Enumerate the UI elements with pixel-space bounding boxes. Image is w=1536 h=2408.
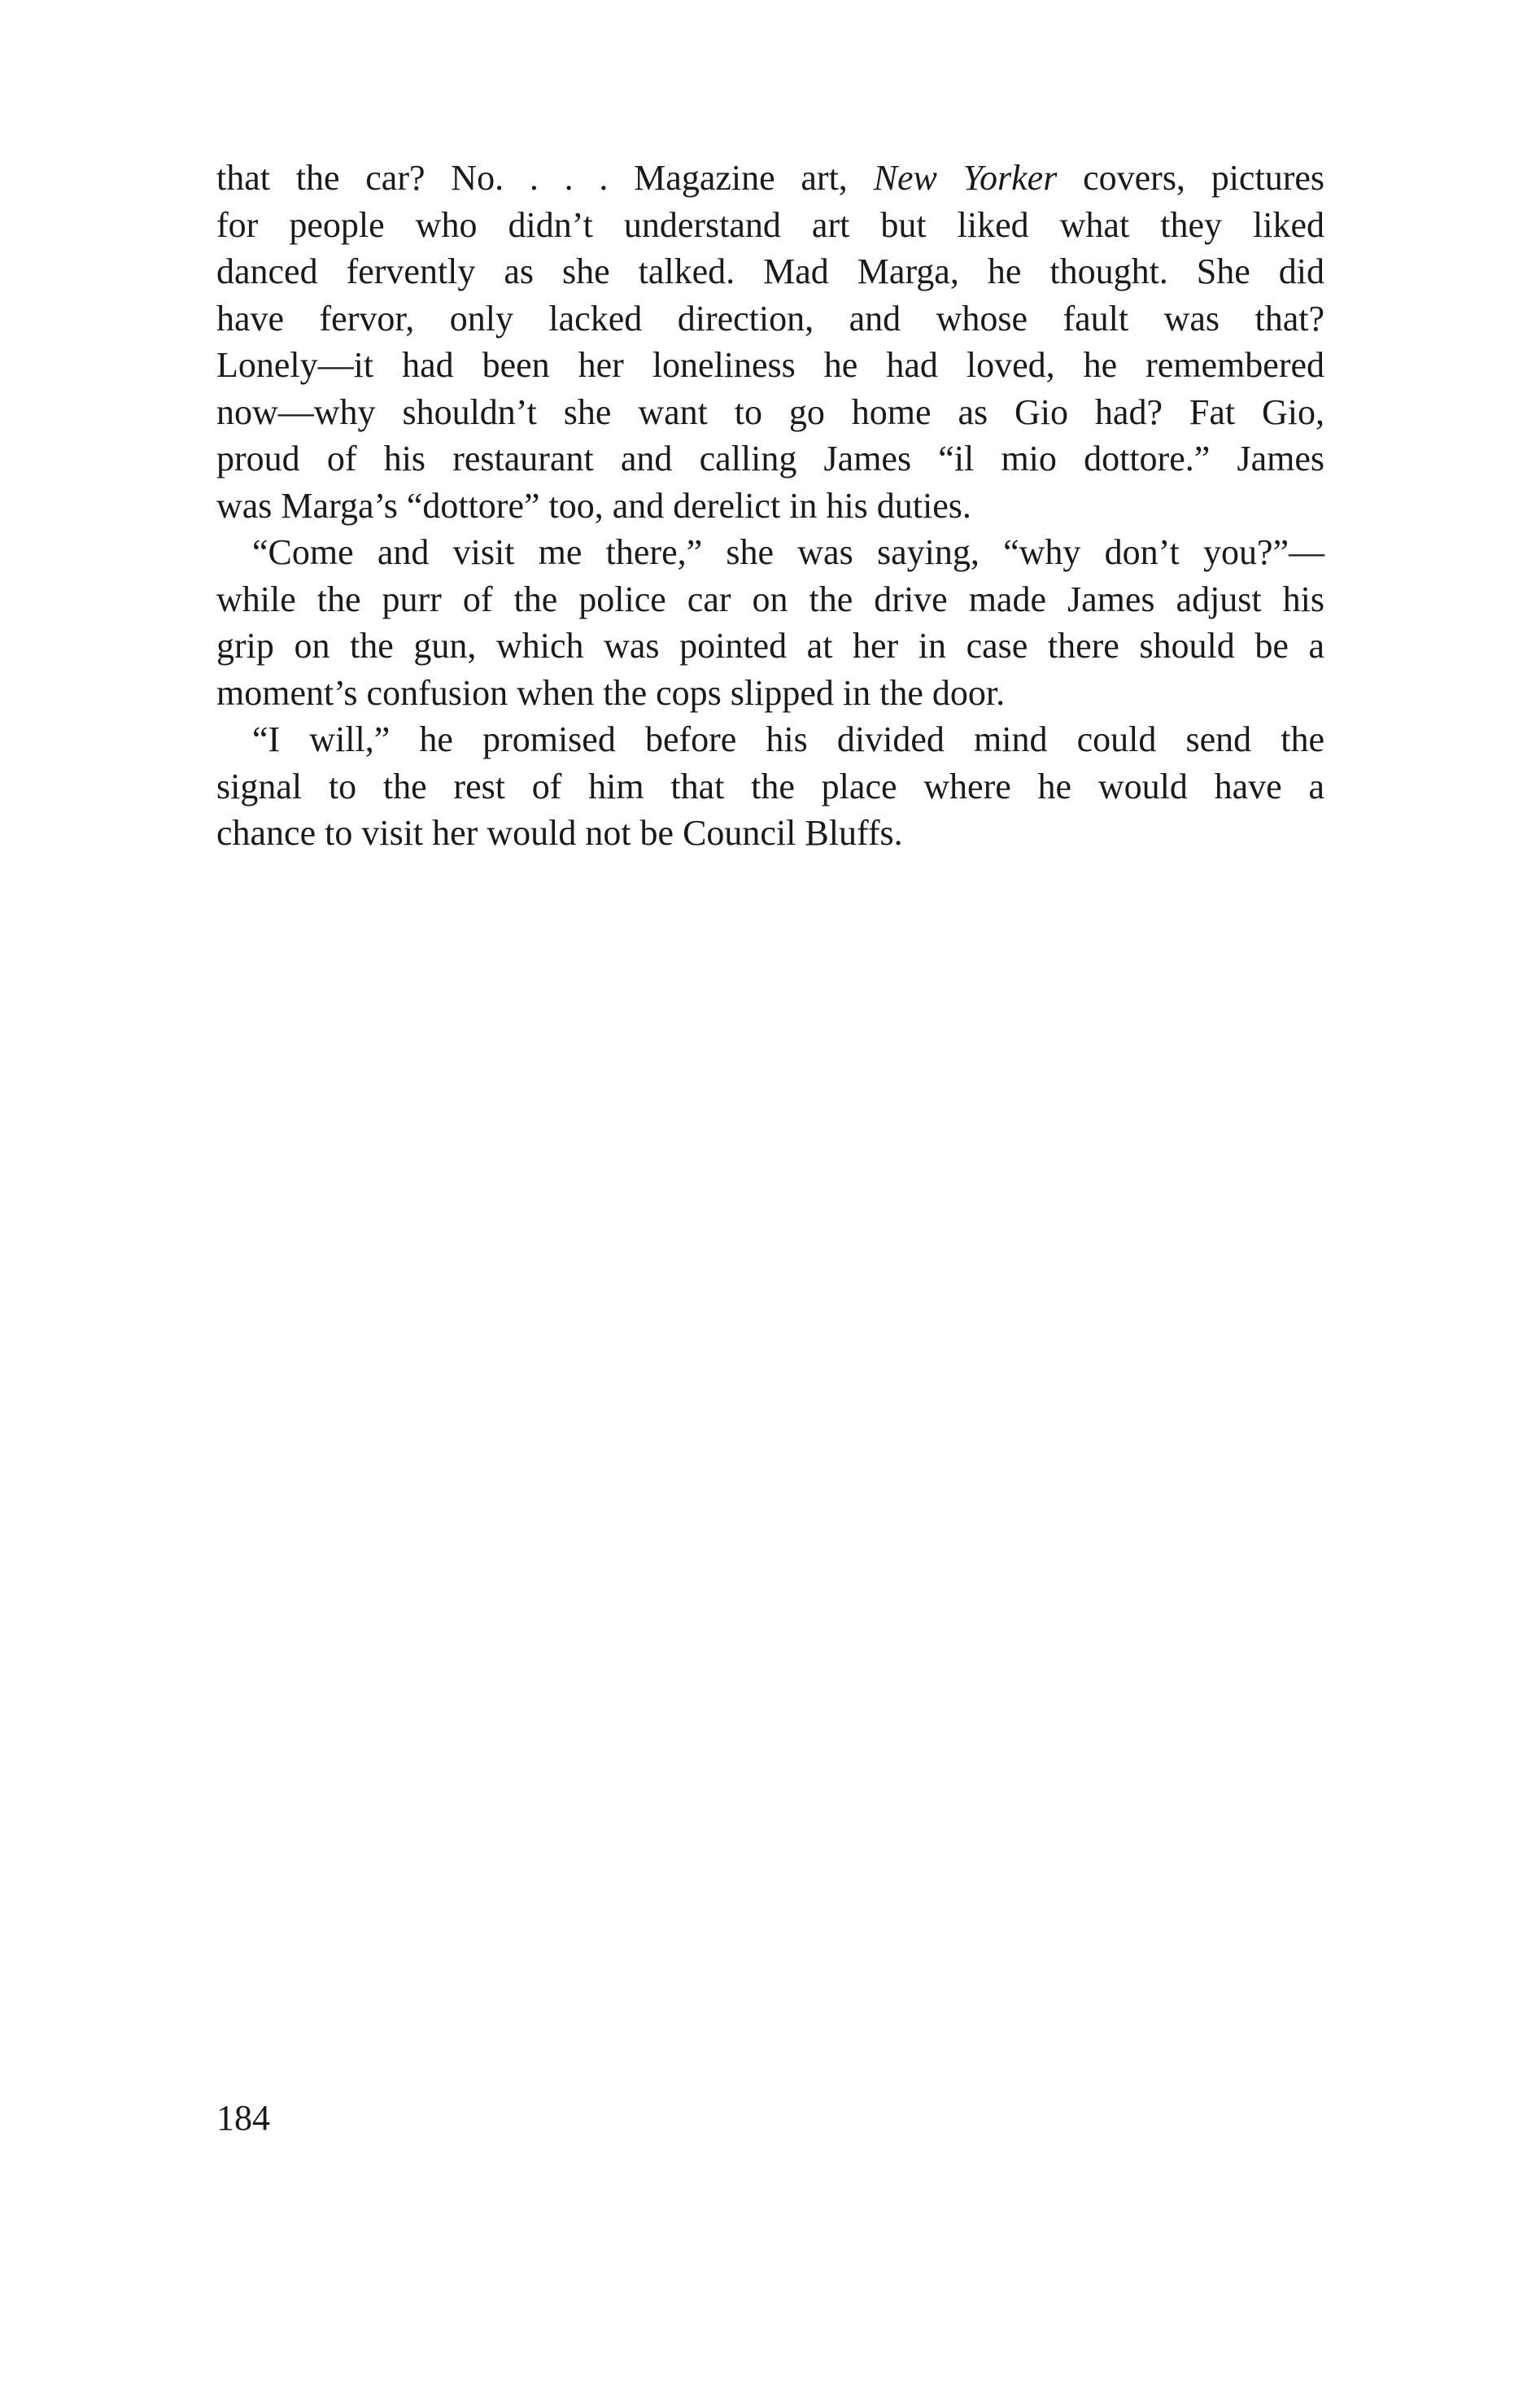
text-line <box>216 810 1324 857</box>
text-line <box>216 716 1324 763</box>
text-segment: now—why shouldn’t she want to go home as Gio had? Fat Gio, <box>216 391 1324 432</box>
text-segment: while the purr of the police car on the drive made James adjust his <box>216 579 1324 619</box>
text-segment: chance to visit her would not be Council Bluffs. <box>216 813 903 853</box>
body-text <box>216 155 1324 857</box>
text-line <box>216 623 1324 670</box>
text-segment: moment’s confusion when the cops slipped in the door. <box>216 672 1006 713</box>
text-line <box>216 248 1324 295</box>
text-line <box>216 763 1324 811</box>
text-line <box>216 529 1324 576</box>
text-segment: grip on the gun, which was pointed at her in case there should be a <box>216 626 1324 666</box>
text-line <box>216 342 1324 389</box>
text-line <box>216 155 1324 202</box>
text-segment: Lonely—it had been her loneliness he had loved, he remembered <box>216 345 1324 385</box>
text-segment: covers, pictures <box>1057 158 1324 198</box>
text-line <box>216 295 1324 343</box>
text-line <box>216 389 1324 436</box>
text-line <box>216 670 1324 717</box>
page-number: 184 <box>216 2098 270 2138</box>
paragraph <box>216 716 1324 857</box>
paragraph <box>216 529 1324 716</box>
text-line <box>216 202 1324 249</box>
text-segment: “I will,” he promised before his divided mind could send the <box>252 719 1324 759</box>
text-segment: have fervor, only lacked direction, and whose fault was that? <box>216 298 1324 339</box>
text-segment: signal to the rest of him that the place where he would have a <box>216 766 1324 806</box>
text-segment: “Come and visit me there,” she was saying, “why don’t you?”— <box>252 532 1324 572</box>
paragraph <box>216 155 1324 529</box>
text-segment: danced fervently as she talked. Mad Marga, he thought. She did <box>216 251 1324 291</box>
text-line <box>216 576 1324 623</box>
text-segment: proud of his restaurant and calling James “il mio dottore.” James <box>216 439 1324 479</box>
text-line <box>216 483 1324 530</box>
text-segment: for people who didn’t understand art but liked what they liked <box>216 204 1324 245</box>
text-segment: that the car? No. . . . Magazine art, <box>216 158 874 198</box>
text-line <box>216 435 1324 483</box>
italic-title: New Yorker <box>873 158 1058 198</box>
text-segment: was Marga’s “dottore” too, and derelict in his duties. <box>216 485 971 526</box>
